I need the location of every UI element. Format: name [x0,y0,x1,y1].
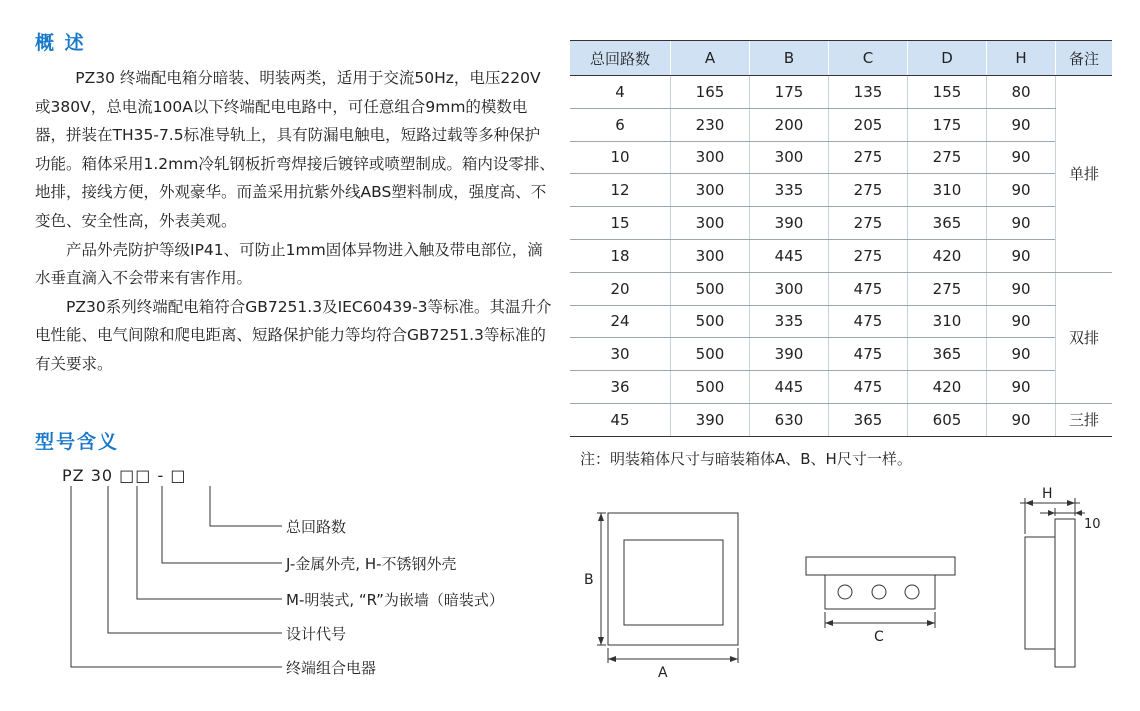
table-cell: 90 [987,305,1056,338]
overview-paragraph: PZ30系列终端配电箱符合GB7251.3及IEC60439-3等标准。其温升介电性能、电气间隙和爬电距离、短路保护能力等均符合GB7251.3等标准的有关要求。 [35,297,552,373]
table-cell: 500 [671,272,750,305]
table-remark: 单排 [1056,76,1113,273]
table-cell: 300 [750,272,829,305]
table-cell: 630 [750,403,829,436]
table-cell: 200 [750,108,829,141]
table-cell: 420 [908,371,987,404]
model-code: PZ 30 □□ - □ [62,466,187,485]
header-h: H [987,41,1056,76]
table-cell: 155 [908,76,987,109]
table-cell: 90 [987,207,1056,240]
legend-mounting: M-明装式, “R”为嵌墙（暗装式） [286,591,504,609]
table-cell: 18 [570,239,671,272]
table-cell: 390 [750,338,829,371]
table-cell: 275 [908,272,987,305]
table-cell: 90 [987,371,1056,404]
overview-paragraph: PZ30 终端配电箱分暗装、明装两类，适用于交流50Hz，电压220V或380V，总电流100A以下终端配电电路中，可任意组合9mm的模数电器，拼装在TH35-7.5标准导轨上，具有防漏电触电，短路过载等多种保护功能。箱体采用1.2mm冷轧钢板折弯焊接后镀锌或喷塑制成。箱内设零排、地排，接线方便，外观豪华。而盖采用抗紫外线ABS塑料制成，强度高、不变色、安全性高，外表美观。 [35,69,555,230]
table-cell: 90 [987,338,1056,371]
table-cell: 310 [908,174,987,207]
table-cell: 12 [570,174,671,207]
table-cell: 475 [829,272,908,305]
table-cell: 605 [908,403,987,436]
table-cell: 420 [908,239,987,272]
table-cell: 390 [750,207,829,240]
table-cell: 90 [987,108,1056,141]
table-cell: 275 [908,141,987,174]
table-cell: 500 [671,338,750,371]
front-view-drawing [597,513,738,663]
table-cell: 500 [671,305,750,338]
table-cell: 175 [750,76,829,109]
dim-h-label: H [1042,486,1053,502]
table-cell: 475 [829,371,908,404]
table-remark: 三排 [1056,403,1113,436]
header-a: A [671,41,750,76]
table-cell: 275 [829,239,908,272]
side-view-drawing [1020,498,1085,667]
table-cell: 275 [829,141,908,174]
table-cell: 445 [750,239,829,272]
table-cell: 90 [987,403,1056,436]
table-cell: 300 [750,141,829,174]
table-cell: 4 [570,76,671,109]
legend-product: 终端组合电器 [286,659,377,677]
table-cell: 475 [829,338,908,371]
table-cell: 24 [570,305,671,338]
table-cell: 175 [908,108,987,141]
table-cell: 365 [908,338,987,371]
table-cell: 165 [671,76,750,109]
legend-circuits: 总回路数 [286,518,347,536]
table-cell: 300 [671,239,750,272]
header-remark: 备注 [1056,41,1113,76]
table-cell: 205 [829,108,908,141]
table-cell: 310 [908,305,987,338]
table-cell: 135 [829,76,908,109]
dim-b-label: B [584,572,594,588]
legend-leaders [71,486,282,667]
table-cell: 90 [987,141,1056,174]
table-cell: 475 [829,305,908,338]
overview-paragraph: 产品外壳防护等级IP41、可防止1mm固体异物进入触及带电部位，滴水垂直滴入不会带来有害作用。 [35,240,543,288]
table-cell: 335 [750,174,829,207]
dim-a-label: A [658,665,668,681]
table-cell: 45 [570,403,671,436]
table-cell: 90 [987,239,1056,272]
table-cell: 300 [671,141,750,174]
table-cell: 365 [829,403,908,436]
table-cell: 275 [829,207,908,240]
table-cell: 335 [750,305,829,338]
table-cell: 300 [671,207,750,240]
table-cell: 15 [570,207,671,240]
table-cell: 6 [570,108,671,141]
table-cell: 365 [908,207,987,240]
table-footnote: 注：明装箱体尺寸与暗装箱体A、B、H尺寸一样。 [580,450,912,468]
table-cell: 20 [570,272,671,305]
table-remark: 双排 [1056,272,1113,403]
header-c: C [829,41,908,76]
table-cell: 36 [570,371,671,404]
table-cell: 390 [671,403,750,436]
table-cell: 300 [671,174,750,207]
table-cell: 230 [671,108,750,141]
table-cell: 275 [829,174,908,207]
table-cell: 445 [750,371,829,404]
table-cell: 10 [570,141,671,174]
overview-title: 概 述 [35,32,86,54]
table-cell: 90 [987,272,1056,305]
legend-shell-material: J-金属外壳, H-不锈钢外壳 [286,555,457,573]
legend-design-code: 设计代号 [286,625,347,643]
header-d: D [908,41,987,76]
dim-10-label: 10 [1084,517,1101,532]
table-cell: 30 [570,338,671,371]
top-view-drawing [806,557,955,628]
table-cell: 500 [671,371,750,404]
header-b: B [750,41,829,76]
table-cell: 80 [987,76,1056,109]
model-title: 型号含义 [35,431,120,453]
dim-c-label: C [874,629,884,645]
table-cell: 90 [987,174,1056,207]
header-circuits: 总回路数 [570,41,671,76]
